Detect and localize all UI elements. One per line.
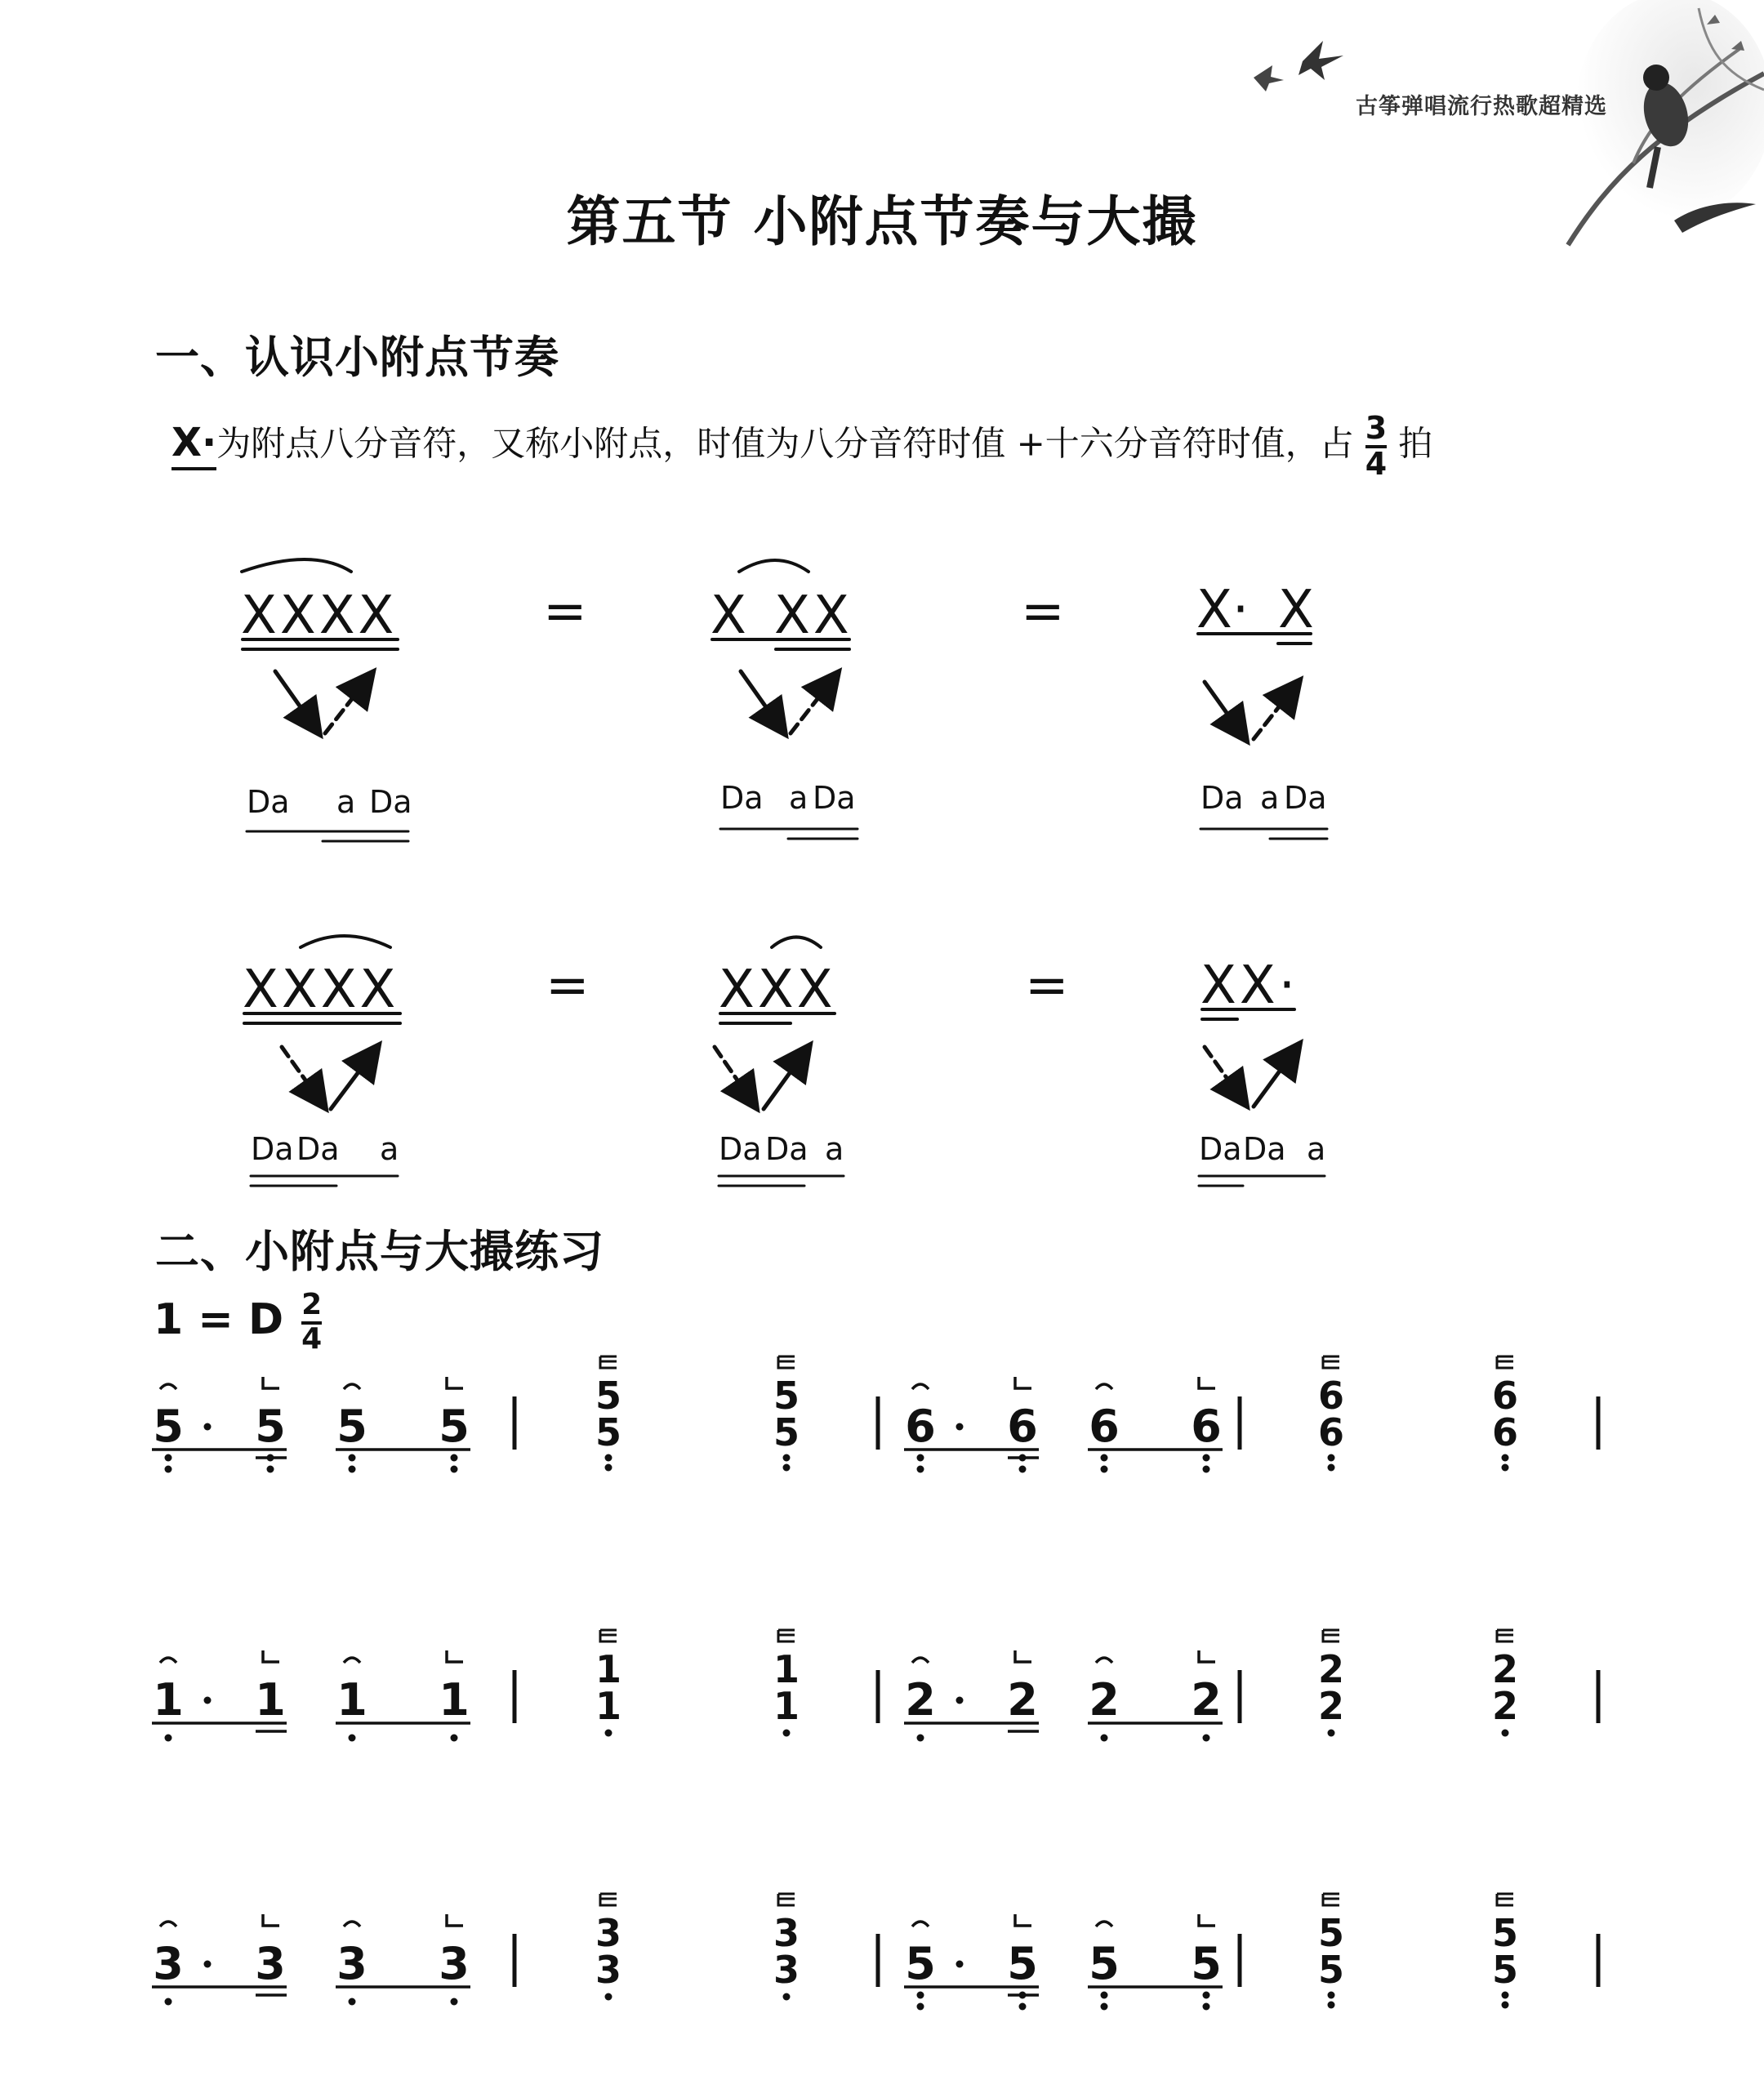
octave-dot-r3-b1-4 — [451, 1998, 458, 2006]
fingering-hook-r2-b1-3 — [344, 1658, 360, 1663]
chord-top-r2-c1-1: 1 — [595, 1647, 622, 1691]
r1-g1-syl-3: Da — [369, 784, 412, 820]
octave-dot-r1-b1-3a — [349, 1454, 356, 1462]
chord-dot-r1-c1-1a — [605, 1454, 612, 1462]
fingering-cuo-r2-c1-2 — [778, 1630, 795, 1641]
fingering-hook-r2-b1-1 — [160, 1658, 176, 1663]
octave-dot-r1-b2-3b — [1101, 1466, 1108, 1473]
section2-heading: 二、小附点与大撮练习 — [155, 1226, 604, 1277]
octave-dot-r2-b1-3 — [349, 1735, 356, 1742]
note-r2-b2-2: 2 — [1007, 1674, 1038, 1726]
time-signature: $\frac{2}{4}$ — [301, 1288, 323, 1356]
chord-dot-r2-c2-1 — [1328, 1730, 1335, 1737]
fingering-hook-r2-b2-1 — [912, 1658, 929, 1663]
r1-g3-note-2: X — [1278, 580, 1314, 640]
chord-dot-r1-c2-2a — [1502, 1454, 1509, 1462]
fingering-tuo-r2-b2-2 — [1015, 1650, 1031, 1662]
chord-dot-r1-c1-2b — [783, 1464, 791, 1472]
chord-top-r1-c2-2: 6 — [1491, 1374, 1519, 1418]
aug-dot-r3-b2 — [956, 1961, 964, 1968]
r1-g3-syl-2: a — [1260, 780, 1280, 816]
fingering-hook-r3-b2-3 — [1096, 1922, 1112, 1926]
chord-top-r3-c2-2: 5 — [1491, 1911, 1519, 1955]
fingering-hook-r1-b2-3 — [1096, 1384, 1112, 1389]
chord-bottom-r3-c1-2: 3 — [773, 1948, 800, 1992]
octave-dot-r1-b2-1b — [917, 1466, 924, 1473]
fingering-cuo-r1-c1-2 — [778, 1356, 795, 1368]
chord-top-r2-c2-2: 2 — [1491, 1647, 1519, 1691]
chord-dot-r1-c2-2b — [1502, 1464, 1509, 1472]
r2-g3-syl-2: Da — [1243, 1131, 1286, 1167]
aug-dot-r1-b1 — [204, 1423, 212, 1431]
r2-g2-syl-3: a — [825, 1131, 844, 1167]
chord-bottom-r2-c2-1: 2 — [1317, 1684, 1345, 1728]
chord-top-r1-c2-1: 6 — [1317, 1374, 1345, 1418]
r2-g2-notes: XXX — [719, 960, 836, 1020]
fingering-hook-r1-b1-3 — [344, 1384, 360, 1389]
chord-bottom-r2-c2-2: 2 — [1491, 1684, 1519, 1728]
r1-g1-notes: XXXX — [241, 586, 398, 646]
note-r1-b1-4: 5 — [439, 1401, 470, 1452]
r2-g1-syl-3: a — [380, 1131, 399, 1167]
chord-bottom-r1-c2-2: 6 — [1491, 1410, 1519, 1454]
fingering-cuo-r1-c1-1 — [600, 1356, 617, 1368]
note-r3-b1-3: 3 — [336, 1938, 368, 1989]
fingering-cuo-r3-c1-1 — [600, 1894, 617, 1905]
chord-top-r1-c1-1: 5 — [595, 1374, 622, 1418]
octave-dot-r3-b1-1 — [165, 1998, 172, 2006]
octave-dot-r2-b1-1 — [165, 1735, 172, 1742]
octave-dot-r3-b1-3 — [349, 1998, 356, 2006]
note-r3-b1-4: 3 — [439, 1938, 470, 1989]
fingering-cuo-r3-c2-2 — [1497, 1894, 1513, 1905]
chord-top-r3-c1-1: 3 — [595, 1911, 622, 1955]
dotted-note-symbol: X· — [172, 420, 216, 470]
chord-top-r2-c2-1: 2 — [1317, 1647, 1345, 1691]
aug-dot-r2-b2 — [956, 1697, 964, 1704]
chord-dot-r1-c1-1b — [605, 1464, 612, 1472]
intro-text: 为附点八分音符，又称小附点，时值为八分音符时值 +十六分音符时值，占 — [216, 423, 1354, 464]
note-r2-b2-4: 2 — [1191, 1674, 1222, 1726]
octave-dot-r1-b1-4a — [451, 1454, 458, 1462]
r1-g3-syl-3: Da — [1284, 780, 1327, 816]
octave-dot-r1-b1-4b — [451, 1466, 458, 1473]
fingering-cuo-r1-c2-2 — [1497, 1356, 1513, 1368]
chord-top-r3-c1-2: 3 — [773, 1911, 800, 1955]
note-r1-b2-2: 6 — [1007, 1401, 1038, 1452]
chord-dot-r2-c1-2 — [783, 1730, 791, 1737]
r1-g2-note-1: X — [710, 586, 746, 646]
fingering-hook-r1-b2-1 — [912, 1384, 929, 1389]
note-r3-b1-2: 3 — [255, 1938, 286, 1989]
r1-g2-note-2: XX — [774, 586, 853, 646]
note-r1-b2-4: 6 — [1191, 1401, 1222, 1452]
chord-dot-r2-c1-1 — [605, 1730, 612, 1737]
r1-equals-1: = — [543, 581, 587, 642]
fingering-tuo-r3-b2-2 — [1015, 1914, 1031, 1926]
r1-g2-syl-1: Da — [720, 780, 764, 816]
r1-equals-2: = — [1021, 581, 1065, 642]
r1-g1-syl-2: a — [336, 784, 356, 820]
octave-dot-r3-b2-3a — [1101, 1992, 1108, 1999]
r1-g2-syl-3: Da — [813, 780, 856, 816]
r1-g2-syl-2: a — [789, 780, 808, 816]
intro-text-end: 拍 — [1398, 423, 1433, 464]
octave-dot-r1-b2-3a — [1101, 1454, 1108, 1462]
octave-dot-r2-b2-3 — [1101, 1735, 1108, 1742]
chord-dot-r1-c1-2a — [783, 1454, 791, 1462]
octave-dot-r3-b2-4b — [1203, 2003, 1210, 2011]
chord-bottom-r2-c1-2: 1 — [773, 1684, 800, 1728]
r2-g3-syl-1: Da — [1199, 1131, 1242, 1167]
chord-bottom-r3-c2-2: 5 — [1491, 1948, 1519, 1992]
chord-dot-r3-c1-2 — [783, 1993, 791, 2001]
key-label: 1 = D — [154, 1295, 284, 1344]
r2-g1-syl-2: Da — [296, 1131, 340, 1167]
page-title: 第五节 小附点节奏与大撮 — [566, 190, 1198, 253]
note-r2-b2-1: 2 — [905, 1674, 936, 1726]
fingering-cuo-r3-c2-1 — [1323, 1894, 1339, 1905]
note-r1-b2-1: 6 — [905, 1401, 936, 1452]
aug-dot-r1-b2 — [956, 1423, 964, 1431]
fingering-hook-r3-b2-1 — [912, 1922, 929, 1926]
fingering-tuo-r1-b1-2 — [263, 1377, 279, 1388]
fingering-hook-r2-b2-3 — [1096, 1658, 1112, 1663]
note-r1-b2-3: 6 — [1089, 1401, 1120, 1452]
note-r2-b1-2: 1 — [255, 1674, 286, 1726]
r1-g1-syl-1: Da — [247, 784, 290, 820]
note-r3-b2-3: 5 — [1089, 1938, 1120, 1989]
fingering-hook-r3-b1-1 — [160, 1922, 176, 1926]
fingering-hook-r3-b1-3 — [344, 1922, 360, 1926]
r2-g2-syl-1: Da — [719, 1131, 762, 1167]
beat-fraction: $\frac{3}{4}$ — [1365, 410, 1388, 482]
chord-bottom-r1-c1-1: 5 — [595, 1410, 622, 1454]
fingering-cuo-r1-c2-1 — [1323, 1356, 1339, 1368]
fingering-cuo-r3-c1-2 — [778, 1894, 795, 1905]
chord-dot-r2-c2-2 — [1502, 1730, 1509, 1737]
octave-dot-r1-b1-1a — [165, 1454, 172, 1462]
octave-dot-r3-b2-2b — [1019, 2003, 1027, 2011]
note-r2-b2-3: 2 — [1089, 1674, 1120, 1726]
octave-dot-r1-b1-3b — [349, 1466, 356, 1473]
fingering-tuo-r3-b1-4 — [447, 1914, 463, 1926]
octave-dot-r3-b2-1b — [917, 2003, 924, 2011]
note-r1-b1-3: 5 — [336, 1401, 368, 1452]
chord-dot-r3-c1-1 — [605, 1993, 612, 2001]
r2-g1-syl-1: Da — [251, 1131, 294, 1167]
chord-dot-r3-c2-2b — [1502, 2002, 1509, 2009]
note-r3-b2-2: 5 — [1007, 1938, 1038, 1989]
octave-dot-r3-b2-3b — [1101, 2003, 1108, 2011]
fingering-tuo-r3-b2-4 — [1199, 1914, 1215, 1926]
chord-dot-r1-c2-1a — [1328, 1454, 1335, 1462]
octave-dot-r1-b2-1a — [917, 1454, 924, 1462]
chord-bottom-r2-c1-1: 1 — [595, 1684, 622, 1728]
octave-dot-r1-b1-2b — [267, 1466, 274, 1473]
fingering-cuo-r2-c1-1 — [600, 1630, 617, 1641]
octave-dot-r2-b2-1 — [917, 1735, 924, 1742]
r2-equals-1: = — [546, 955, 590, 1016]
octave-dot-r2-b2-4 — [1203, 1735, 1210, 1742]
r1-g3-note-1: X· — [1196, 580, 1250, 640]
note-r1-b1-2: 5 — [255, 1401, 286, 1452]
series-title: 古筝弹唱流行热歌超精选 — [1356, 94, 1607, 119]
chord-top-r3-c2-1: 5 — [1317, 1911, 1345, 1955]
r2-g1-notes: XXXX — [243, 960, 399, 1020]
chord-bottom-r3-c2-1: 5 — [1317, 1948, 1345, 1992]
chord-dot-r3-c2-1b — [1328, 2002, 1335, 2009]
note-r2-b1-1: 1 — [153, 1674, 184, 1726]
chord-dot-r3-c2-1a — [1328, 1992, 1335, 1999]
note-r3-b2-4: 5 — [1191, 1938, 1222, 1989]
chord-bottom-r1-c1-2: 5 — [773, 1410, 800, 1454]
octave-dot-r3-b2-4a — [1203, 1992, 1210, 1999]
note-r1-b1-1: 5 — [153, 1401, 184, 1452]
chord-dot-r3-c2-2a — [1502, 1992, 1509, 1999]
r2-g3-syl-3: a — [1307, 1131, 1326, 1167]
note-r3-b1-1: 3 — [153, 1938, 184, 1989]
octave-dot-r1-b1-1b — [165, 1466, 172, 1473]
octave-dot-r1-b2-4b — [1203, 1466, 1210, 1473]
chord-dot-r1-c2-1b — [1328, 1464, 1335, 1472]
fingering-tuo-r2-b1-2 — [263, 1650, 279, 1662]
fingering-hook-r1-b1-1 — [160, 1384, 176, 1389]
aug-dot-r2-b1 — [204, 1697, 212, 1704]
fingering-tuo-r1-b2-2 — [1015, 1377, 1031, 1388]
r2-equals-2: = — [1025, 955, 1069, 1016]
note-r3-b2-1: 5 — [905, 1938, 936, 1989]
fingering-cuo-r2-c2-2 — [1497, 1630, 1513, 1641]
chord-top-r2-c1-2: 1 — [773, 1647, 800, 1691]
octave-dot-r1-b2-4a — [1203, 1454, 1210, 1462]
fingering-tuo-r2-b1-4 — [447, 1650, 463, 1662]
r2-g2-syl-2: Da — [765, 1131, 808, 1167]
fingering-tuo-r1-b2-4 — [1199, 1377, 1215, 1388]
r2-g3-notes: XX· — [1200, 955, 1299, 1016]
octave-dot-r2-b1-4 — [451, 1735, 458, 1742]
fingering-cuo-r2-c2-1 — [1323, 1630, 1339, 1641]
octave-dot-r1-b2-2b — [1019, 1466, 1027, 1473]
chord-bottom-r3-c1-1: 3 — [595, 1948, 622, 1992]
chord-top-r1-c1-2: 5 — [773, 1374, 800, 1418]
note-r2-b1-4: 1 — [439, 1674, 470, 1726]
fingering-tuo-r1-b1-4 — [447, 1377, 463, 1388]
fingering-tuo-r2-b2-4 — [1199, 1650, 1215, 1662]
chord-bottom-r1-c2-1: 6 — [1317, 1410, 1345, 1454]
aug-dot-r3-b1 — [204, 1961, 212, 1968]
r1-g3-syl-1: Da — [1200, 780, 1244, 816]
note-r2-b1-3: 1 — [336, 1674, 368, 1726]
fingering-tuo-r3-b1-2 — [263, 1914, 279, 1926]
octave-dot-r3-b2-1a — [917, 1992, 924, 1999]
exercise-score — [0, 1339, 1764, 2089]
section1-heading: 一、认识小附点节奏 — [155, 332, 559, 383]
